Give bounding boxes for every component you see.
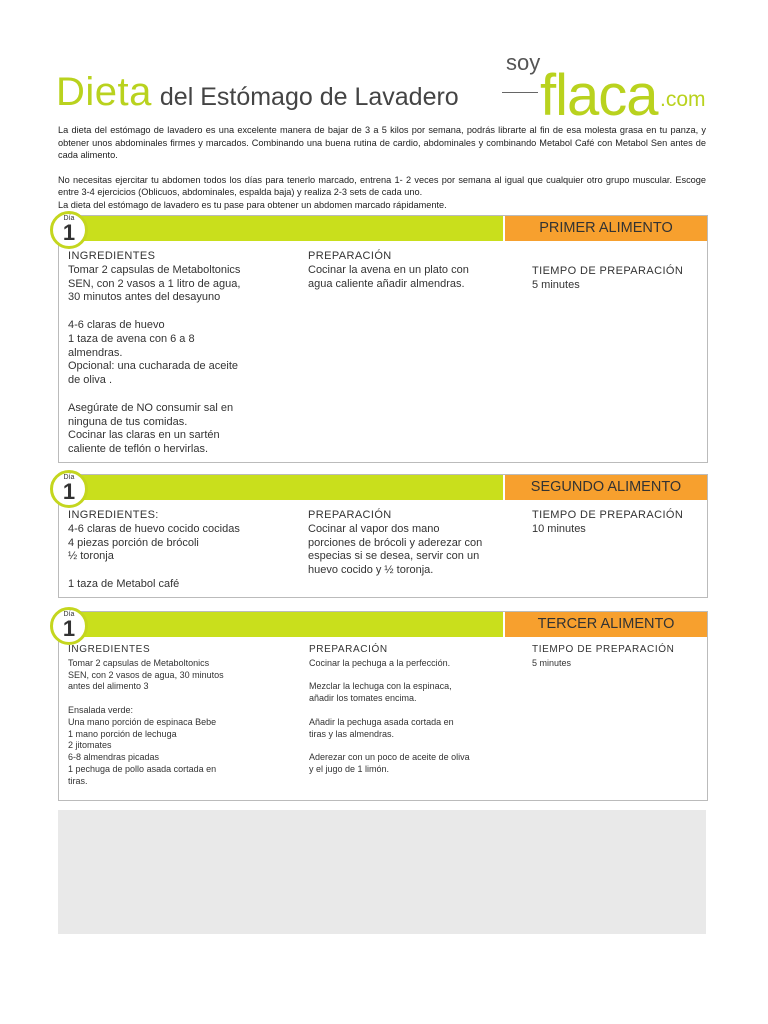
day-number: 1 xyxy=(62,220,76,245)
text-line: 4 piezas porción de brócoli xyxy=(68,536,199,549)
logo-soy: soy xyxy=(506,50,541,75)
intro-paragraph-3: La dieta del estómago de lavadero es tu pase para obtener un abdomen marcado rápidamente. xyxy=(58,199,447,210)
page-title xyxy=(56,70,459,115)
meal-card-1 xyxy=(58,215,708,463)
text-line xyxy=(309,740,524,752)
text-line: Asegúrate de NO consumir sal en xyxy=(68,401,234,414)
text-line: 6-8 almendras picadas xyxy=(68,752,160,763)
text-line: y el jugo de 1 limón. xyxy=(309,763,390,774)
text-line: Una mano porción de espinaca Bebe xyxy=(68,716,217,727)
title-main: Dieta xyxy=(56,70,152,114)
ingredients-lines xyxy=(68,264,288,457)
soyflaca-logo xyxy=(502,50,712,128)
preparation-lines xyxy=(309,658,524,776)
time-column xyxy=(532,509,702,537)
text-line: 4-6 claras de huevo xyxy=(68,318,165,331)
text-line: Aderezar con un poco de aceite de oliva xyxy=(309,752,470,763)
day-label: Día xyxy=(63,611,75,618)
text-line: de oliva . xyxy=(68,374,113,387)
title-subtitle: del Estómago de Lavadero xyxy=(159,83,459,111)
text-line: porciones de brócoli y aderezar con xyxy=(308,536,483,549)
text-line: almendras. xyxy=(68,346,123,359)
text-line: Tomar 2 capsulas de Metaboltonics xyxy=(68,657,210,668)
text-line: agua caliente añadir almendras. xyxy=(308,277,465,290)
meal-title: PRIMER ALIMENTO xyxy=(505,216,707,241)
text-line: Tomar 2 capsulas de Metaboltonics xyxy=(68,263,241,276)
text-line: Cocinar la avena en un plato con xyxy=(308,263,469,276)
text-line: Mezclar la lechuga con la espinaca, xyxy=(309,681,452,692)
time-heading: TIEMPO DE PREPARACIÓN xyxy=(532,509,684,521)
ingredients-heading: INGREDIENTES xyxy=(68,644,151,655)
ingredients-heading: INGREDIENTES: xyxy=(68,509,159,521)
intro-text xyxy=(58,124,706,211)
text-line: huevo cocido y ½ toronja. xyxy=(308,564,434,577)
text-line: tiras y las almendras. xyxy=(309,728,395,739)
meal-bar xyxy=(59,475,503,500)
time-value: 10 minutes xyxy=(532,522,586,535)
text-line xyxy=(68,388,288,402)
preparation-lines xyxy=(308,264,518,292)
preparation-heading: PREPARACIÓN xyxy=(308,509,392,521)
meal-bar xyxy=(59,216,503,241)
text-line xyxy=(68,564,288,578)
text-line: añadir los tomates encima. xyxy=(309,693,417,704)
text-line: 1 taza de avena con 6 a 8 xyxy=(68,332,195,345)
preparation-lines xyxy=(308,523,518,578)
meal-card-2 xyxy=(58,474,708,598)
text-line xyxy=(309,670,524,682)
text-line: Cocinar la pechuga a la perfección. xyxy=(309,657,451,668)
text-line: Añadir la pechuga asada cortada en xyxy=(309,716,454,727)
day-label: Día xyxy=(63,474,75,481)
text-line: tiras. xyxy=(68,775,88,786)
time-column xyxy=(532,644,702,670)
text-line: especias si se desea, servir con un xyxy=(308,550,480,563)
text-line: 30 minutos antes del desayuno xyxy=(68,291,221,304)
text-line: 1 mano porción de lechuga xyxy=(68,728,177,739)
text-line: 4-6 claras de huevo cocido cocidas xyxy=(68,522,240,535)
text-line: 2 jitomates xyxy=(68,740,112,751)
text-line xyxy=(68,305,288,319)
preparation-column xyxy=(309,644,524,776)
text-line: ½ toronja xyxy=(68,550,114,563)
ingredients-column xyxy=(68,644,288,788)
meal-title: SEGUNDO ALIMENTO xyxy=(505,475,707,500)
preparation-column xyxy=(308,250,518,291)
preparation-heading: PREPARACIÓN xyxy=(309,644,388,655)
meal-card-3 xyxy=(58,611,708,801)
meal-title: TERCER ALIMENTO xyxy=(505,612,707,637)
text-line: 1 taza de Metabol café xyxy=(68,577,180,590)
time-value: 5 minutes xyxy=(532,657,572,668)
time-value: 5 minutes xyxy=(532,278,580,291)
text-line: Opcional: una cucharada de aceite xyxy=(68,360,239,373)
day-badge xyxy=(50,211,88,249)
ingredients-lines xyxy=(68,658,288,788)
text-line: ninguna de tus comidas. xyxy=(68,415,188,428)
intro-paragraph-2: No necesitas ejercitar tu abdomen todos los días para tenerlo marcado, entrena 1- 2 veces por semana al igual que cualquier otro grupo muscular. Escoge entre 3-4 ejercicios (Oblicuos, abdominales, espalda baja) y realiza 2-3 sets de cada uno. xyxy=(58,174,706,197)
text-line: antes del alimento 3 xyxy=(68,681,149,692)
text-line: SEN, con 2 vasos de agua, 30 minutos xyxy=(68,669,224,680)
ingredients-column xyxy=(68,250,288,457)
day-badge xyxy=(50,607,88,645)
text-line: Ensalada verde: xyxy=(68,704,134,715)
time-column xyxy=(532,265,702,293)
preparation-heading: PREPARACIÓN xyxy=(308,250,392,262)
day-number: 1 xyxy=(62,616,76,641)
day-number: 1 xyxy=(62,479,76,504)
text-line: SEN, con 2 vasos a 1 litro de agua, xyxy=(68,277,241,290)
ingredients-lines xyxy=(68,523,288,592)
time-heading: TIEMPO DE PREPARACIÓN xyxy=(532,265,684,277)
preparation-column xyxy=(308,509,518,578)
day-label: Día xyxy=(63,215,75,222)
text-line: caliente de teflón o hervirlas. xyxy=(68,443,209,456)
intro-paragraph-1: La dieta del estómago de lavadero es una excelente manera de bajar de 3 a 5 kilos por semana, podrás librarte al fin de esa molesta grasa en tu panza, y obtener unos abdominales firmes y marcados. Combinando una buena rutina de cardio, abdominales y combinando Metabol Café con Metabol Sen antes de cada alimento. xyxy=(58,125,706,160)
meal-bar xyxy=(59,612,503,637)
ingredients-column xyxy=(68,509,288,592)
day-badge xyxy=(50,470,88,508)
text-line xyxy=(309,705,524,717)
logo-flaca: flaca xyxy=(540,63,658,128)
time-heading: TIEMPO DE PREPARACIÓN xyxy=(532,644,675,655)
logo-com: .com xyxy=(660,88,706,111)
text-line xyxy=(68,693,288,705)
empty-gray-box xyxy=(58,810,706,934)
text-line: Cocinar al vapor dos mano xyxy=(308,522,440,535)
text-line: 1 pechuga de pollo asada cortada en xyxy=(68,763,217,774)
logo-line xyxy=(502,92,538,93)
ingredients-heading: INGREDIENTES xyxy=(68,250,156,262)
text-line: Cocinar las claras en un sartén xyxy=(68,429,220,442)
